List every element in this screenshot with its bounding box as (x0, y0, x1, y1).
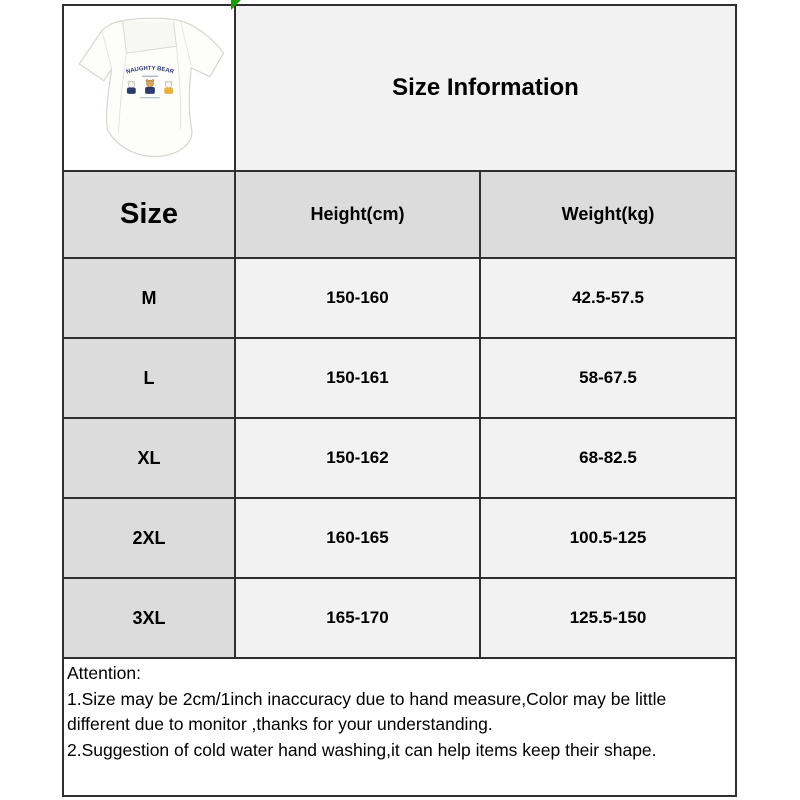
column-header-size: Size (64, 172, 234, 257)
weight-value-2xl: 100.5-125 (481, 499, 735, 577)
column-header-height: Height(cm) (236, 172, 479, 257)
page-title: Size Information (236, 6, 735, 170)
height-value-2xl: 160-165 (236, 499, 479, 577)
height-value-xl: 150-162 (236, 419, 479, 497)
row-label-2xl: 2XL (64, 499, 234, 577)
height-value-3xl: 165-170 (236, 579, 479, 657)
row-label-xl: XL (64, 419, 234, 497)
attention-line-2: different due to monitor ,thanks for your understanding. (67, 714, 493, 734)
row-label-3xl: 3XL (64, 579, 234, 657)
attention-heading: Attention: (67, 663, 141, 683)
attention-box (64, 659, 735, 795)
tshirt-chest-graphic (123, 66, 176, 98)
weight-value-m: 42.5-57.5 (481, 259, 735, 337)
attention-line-3: 2.Suggestion of cold water hand washing,it can help items keep their shape. (67, 739, 657, 760)
product-image-cell (64, 6, 234, 170)
column-header-weight: Weight(kg) (481, 172, 735, 257)
height-value-l: 150-161 (236, 339, 479, 417)
attention-line-1: 1.Size may be 2cm/1inch inaccuracy due to hand measure,Color may be little (67, 688, 667, 709)
weight-value-l: 58-67.5 (481, 339, 735, 417)
graphic-text: NAUGHTY BEAR (125, 65, 175, 76)
weight-value-3xl: 125.5-150 (481, 579, 735, 657)
row-label-m: M (64, 259, 234, 337)
size-information-table (62, 4, 737, 797)
graphic-bottomline (140, 97, 160, 98)
graphic-subline (142, 76, 158, 77)
weight-value-xl: 68-82.5 (481, 419, 735, 497)
row-label-l: L (64, 339, 234, 417)
height-value-m: 150-160 (236, 259, 479, 337)
tshirt-product-image (65, 7, 233, 169)
green-corner-marker (231, 0, 241, 10)
